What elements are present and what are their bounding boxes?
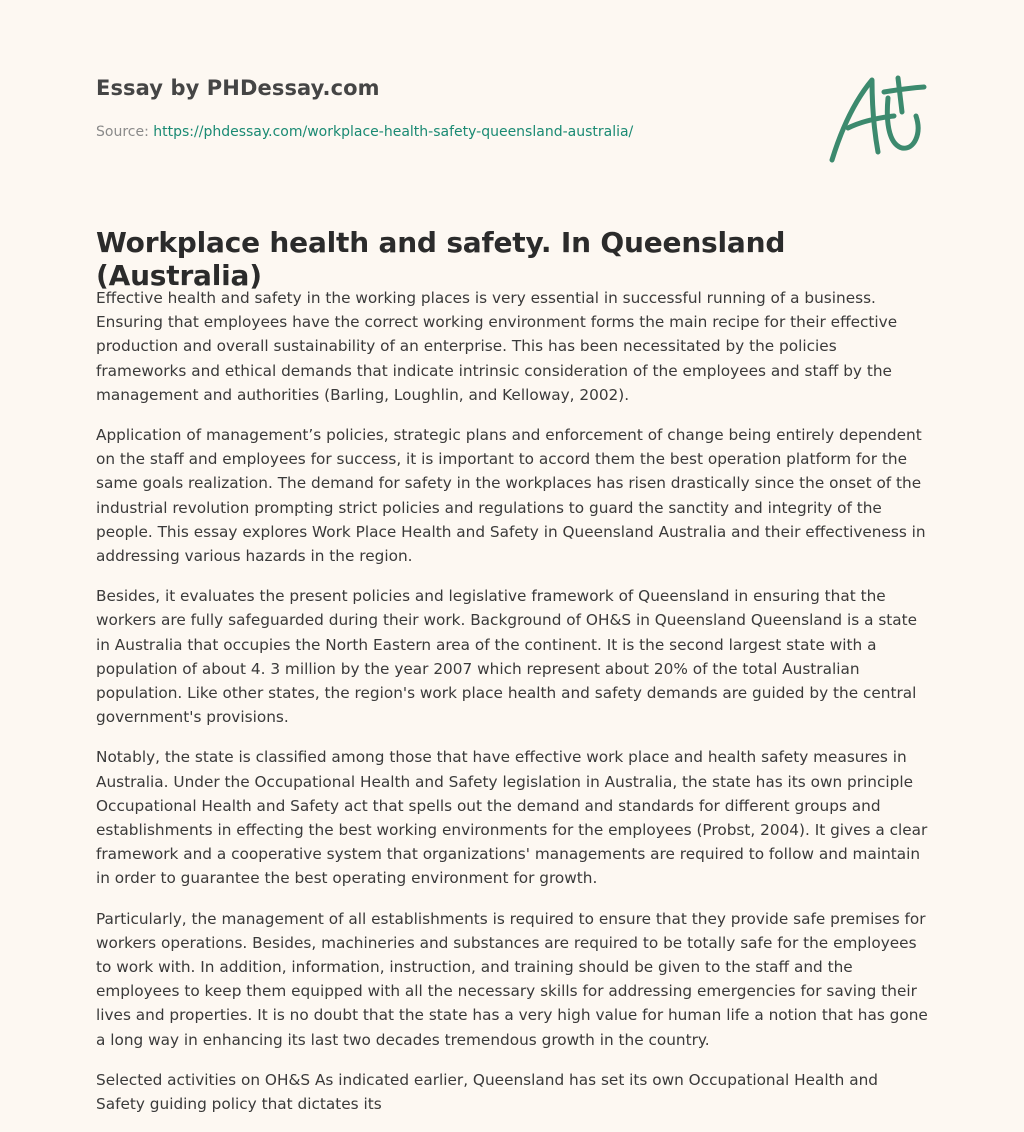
- source-link[interactable]: https://phdessay.com/workplace-health-safety-queensland-australia/: [153, 124, 634, 140]
- site-title: Essay by PHDessay.com: [96, 76, 380, 100]
- source-line: [96, 124, 633, 140]
- essay-paragraph: Selected activities on OH&S As indicated earlier, Queensland has set its own Occupational Health and Safety guiding policy that dictates its: [96, 1070, 878, 1114]
- essay-paragraph: Notably, the state is classified among those that have effective work place and health safety measures in Australia. Under the Occupational Health and Safety legislation in Australia, the state has its own principle Occupational Health and Safety act that spells out the demand and standards for different groups and establishments in effecting the best working environments for the employees (Probst, 2004). It gives a clear framework and a cooperative system that organizations' managements are required to follow and maintain in order to guarantee the best operating environment for growth.: [96, 748, 928, 888]
- essay-paragraph: Effective health and safety in the working places is very essential in successful running of a business. Ensuring that employees have the correct working environment forms the main recipe for their effective production and overall sustainability of an enterprise. This has been necessitated by the policies frameworks and ethical demands that indicate intrinsic consideration of the employees and staff by the management and authorities (Barling, Loughlin, and Kelloway, 2002).: [96, 289, 898, 404]
- essay-paragraph: Application of management’s policies, strategic plans and enforcement of change being entirely dependent on the staff and employees for success, it is important to accord them the best operation platform for the same goals realization. The demand for safety in the workplaces has risen drastically since the onset of the industrial revolution prompting strict policies and regulations to guard the sanctity and integrity of the people. This essay explores Work Place Health and Safety in Queensland Australia and their effectiveness in addressing various hazards in the region.: [96, 426, 926, 566]
- essay-title: Workplace health and safety. In Queensland (Australia): [96, 226, 786, 292]
- page-header: [96, 76, 928, 176]
- source-label: Source:: [96, 124, 149, 140]
- essay-paragraph: Particularly, the management of all establishments is required to ensure that they provide safe premises for workers operations. Besides, machineries and substances are required to be totally safe for the employees to work with. In addition, information, instruction, and training should be given to the staff and the employees to keep them equipped with all the necessary skills for addressing emergencies for saving their lives and properties. It is no doubt that the state has a very high value for human life a notion that has gone a long way in enhancing its last two decades tremendous growth in the country.: [96, 909, 928, 1049]
- essay-paragraph: Besides, it evaluates the present policies and legislative framework of Queensland in ensuring that the workers are fully safeguarded during their work. Background of OH&S in Queensland Queensland is a state in Australia that occupies the North Eastern area of the continent. It is the second largest state with a population of about 4. 3 million by the year 2007 which represent about 20% of the total Australian population. Like other states, the region's work place health and safety demands are guided by the central government's provisions.: [96, 587, 918, 727]
- essay-body: [96, 286, 930, 1132]
- a-plus-logo-icon: [824, 68, 928, 164]
